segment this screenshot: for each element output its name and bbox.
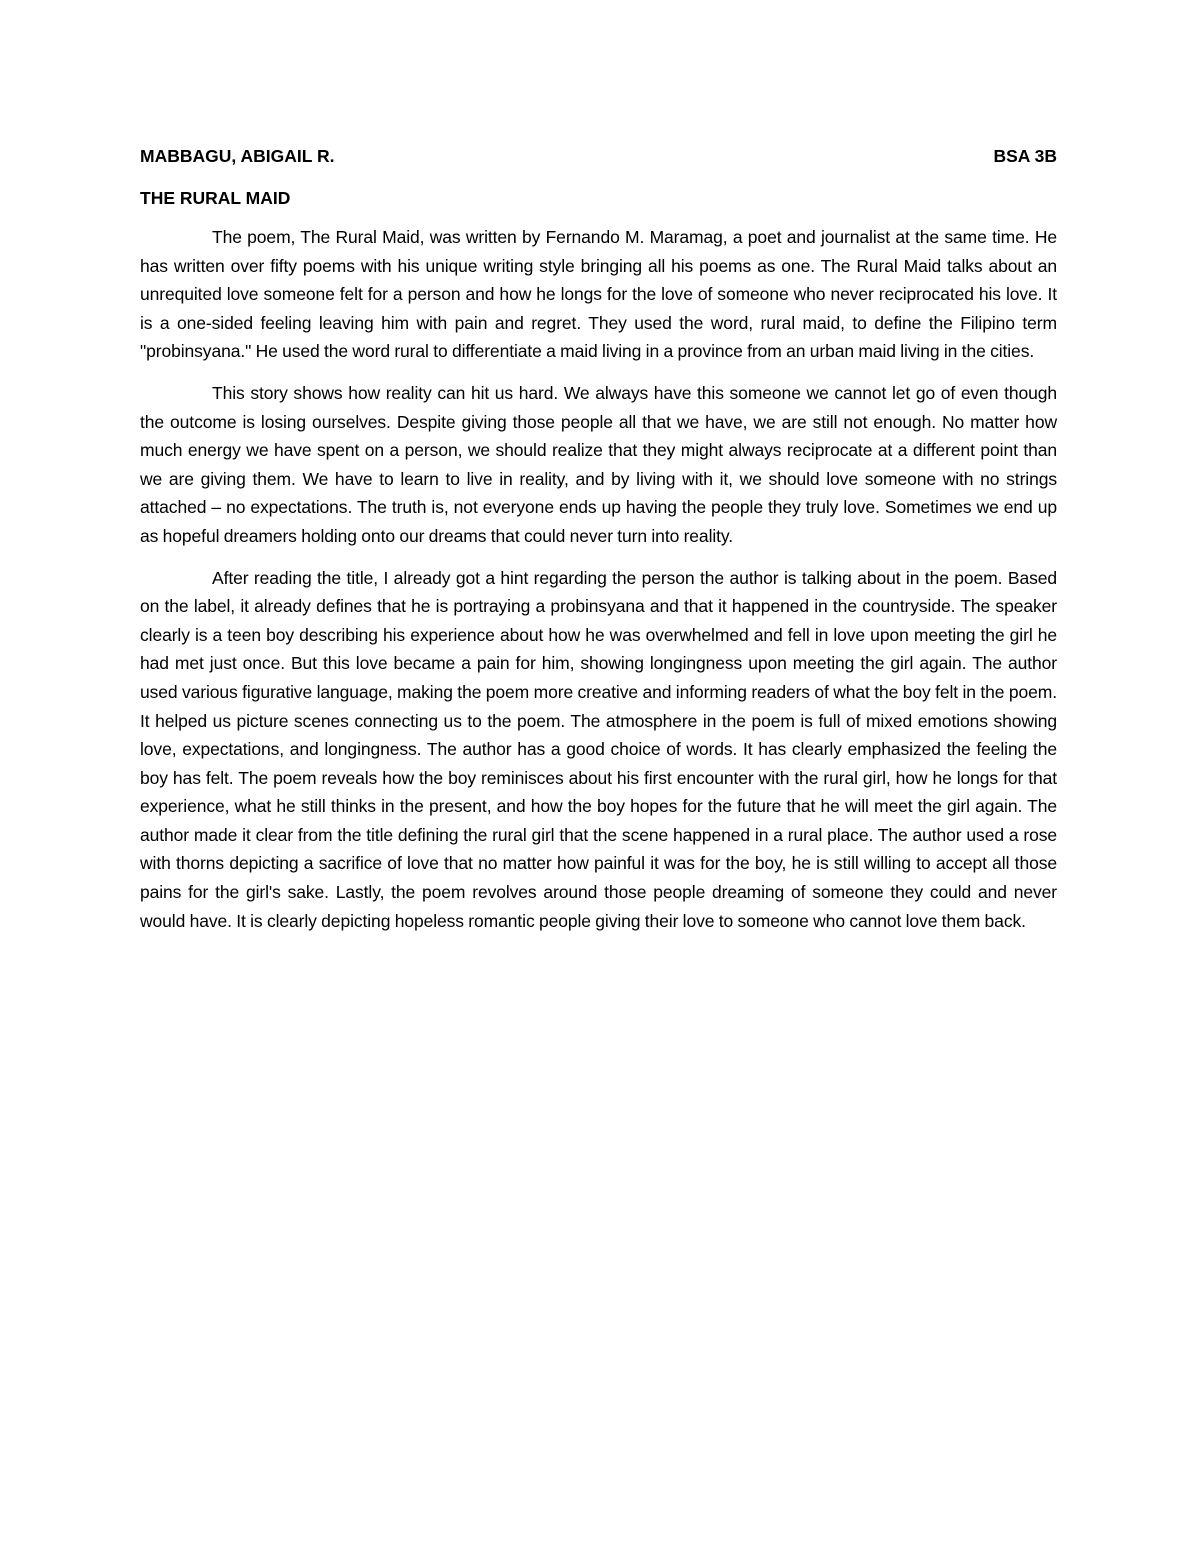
student-name: MABBAGU, ABIGAIL R.	[140, 146, 335, 166]
student-section: BSA 3B	[993, 146, 1057, 166]
paragraph-3: After reading the title, I already got a hint regarding the person the author is talking about in the poem. Based on the label, it already defines that he is portraying a probinsyana and that it happened in the countryside. The speaker clearly is a teen boy describing his experience about how he was overwhelmed and fell in love upon meeting the girl he had met just once. But this love became a pain for him, showing longingness upon meeting the girl again. The author used various figurative language, making the poem more creative and informing readers of what the boy felt in the poem. It helped us picture scenes connecting us to the poem. The atmosphere in the poem is full of mixed emotions showing love, expectations, and longingness. The author has a good choice of words. It has clearly emphasized the feeling the boy has felt. The poem reveals how the boy reminisces about his first encounter with the rural girl, how he longs for that experience, what he still thinks in the present, and how the boy hopes for the future that he will meet the girl again. The author made it clear from the title defining the rural girl that the scene happened in a rural place. The author used a rose with thorns depicting a sacrifice of love that no matter how painful it was for the boy, he is still willing to accept all those pains for the girl's sake. Lastly, the poem revolves around those people dreaming of someone they could and never would have. It is clearly depicting hopeless romantic people giving their love to someone who cannot love them back.	[140, 567, 1057, 931]
header-line	[140, 144, 1057, 168]
essay-title: THE RURAL MAID	[140, 188, 291, 208]
document-body	[140, 144, 1057, 948]
paragraph-2: This story shows how reality can hit us hard. We always have this someone we cannot let go of even though the outcome is losing ourselves. Despite giving those people all that we have, we are still not enough. No matter how much energy we have spent on a person, we should realize that they might always reciprocate at a different point than we are giving them. We have to learn to live in reality, and by living with it, we should love someone with no strings attached – no expectations. The truth is, not everyone ends up having the people they truly love. Sometimes we end up as hopeful dreamers holding onto our dreams that could never turn into reality.	[140, 382, 1057, 546]
paragraph-1: The poem, The Rural Maid, was written by Fernando M. Maramag, a poet and journalist at the same time. He has written over fifty poems with his unique writing style bringing all his poems as one. The Rural Maid talks about an unrequited love someone felt for a person and how he longs for the love of someone who never reciprocated his love. It is a one-sided feeling leaving him with pain and regret. They used the word, rural maid, to define the Filipino term "probinsyana." He used the word rural to differentiate a maid living in a province from an urban maid living in the cities.	[140, 227, 1057, 362]
